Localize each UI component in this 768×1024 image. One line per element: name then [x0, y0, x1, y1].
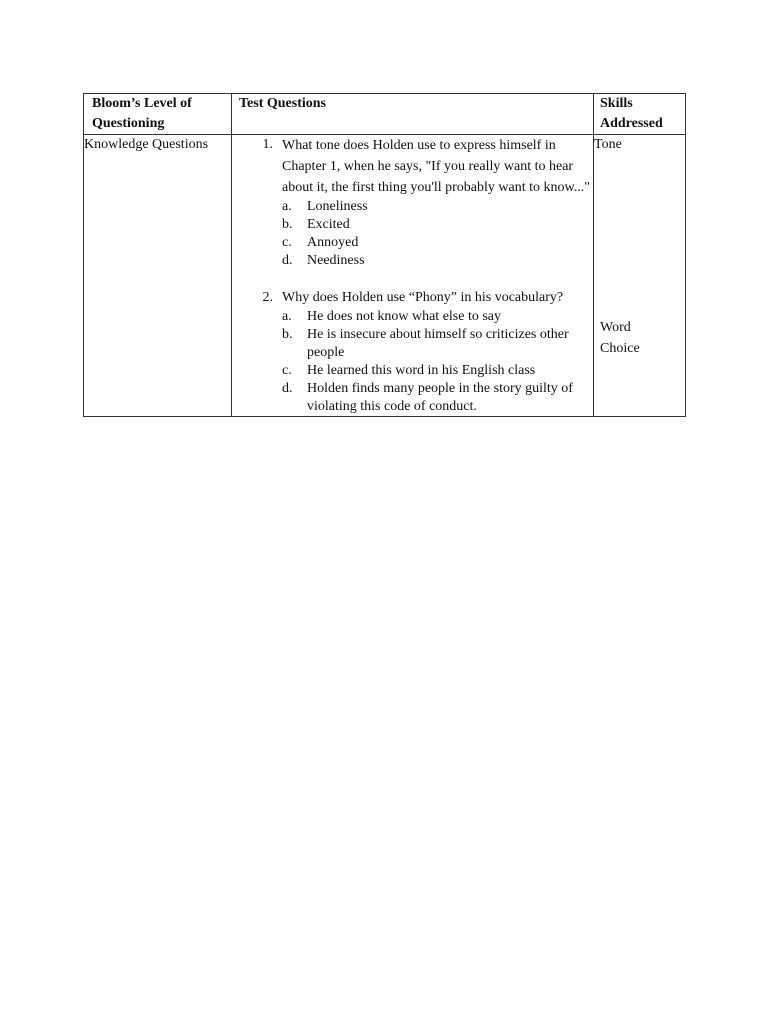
- question-text: What tone does Holden use to express himself in Chapter 1, when he says, "If you really want to hear about it, the first thing you'll probably want to know...": [282, 138, 590, 195]
- header-test-questions: [232, 94, 594, 135]
- answer-option: [232, 198, 593, 216]
- question-1: [232, 135, 593, 198]
- answer-option: [232, 362, 593, 380]
- option-label: d.: [282, 253, 293, 268]
- answer-options: [232, 308, 593, 416]
- answer-option: [232, 326, 593, 362]
- option-label: c.: [282, 363, 292, 378]
- header-blooms-level: [84, 94, 232, 135]
- option-text: Annoyed: [307, 235, 359, 250]
- answer-option: [232, 252, 593, 270]
- question-spacer: [232, 270, 593, 288]
- table-row: [84, 135, 686, 417]
- option-text: He does not know what else to say: [307, 309, 502, 324]
- answer-option: [232, 380, 593, 416]
- skill-tone: Tone: [594, 137, 622, 152]
- header-skills-addressed-label: Skills Addressed: [600, 96, 663, 131]
- option-text: Excited: [307, 217, 350, 232]
- question-number: 2.: [262, 290, 273, 305]
- option-label: c.: [282, 235, 292, 250]
- option-text: He learned this word in his English class: [307, 363, 536, 378]
- option-text: Holden finds many people in the story guilty of violating this code of conduct.: [307, 381, 573, 414]
- answer-options: [232, 198, 593, 270]
- option-text: Loneliness: [307, 199, 368, 214]
- option-label: a.: [282, 199, 292, 214]
- skill-word-choice: Word Choice: [600, 320, 640, 356]
- answer-option: [232, 234, 593, 252]
- blooms-questions-table: [83, 93, 686, 417]
- skills-cell: [594, 135, 686, 417]
- option-label: a.: [282, 309, 292, 324]
- option-text: He is insecure about himself so criticizes other people: [307, 327, 569, 360]
- option-label: d.: [282, 381, 293, 396]
- question-text: Why does Holden use “Phony” in his vocabulary?: [282, 290, 564, 305]
- table-header-row: [84, 94, 686, 135]
- answer-option: [232, 216, 593, 234]
- question-2: [232, 288, 593, 308]
- header-skills-addressed: [594, 94, 686, 135]
- level-text: Knowledge Questions: [84, 137, 209, 152]
- option-text: Neediness: [307, 253, 365, 268]
- answer-option: [232, 308, 593, 326]
- option-label: b.: [282, 217, 293, 232]
- question-number: 1.: [262, 137, 273, 152]
- level-cell: [84, 135, 232, 417]
- questions-cell: [232, 135, 594, 417]
- header-blooms-level-label: Bloom’s Level of Questioning: [92, 96, 192, 131]
- header-test-questions-label: Test Questions: [239, 96, 327, 111]
- option-label: b.: [282, 327, 293, 342]
